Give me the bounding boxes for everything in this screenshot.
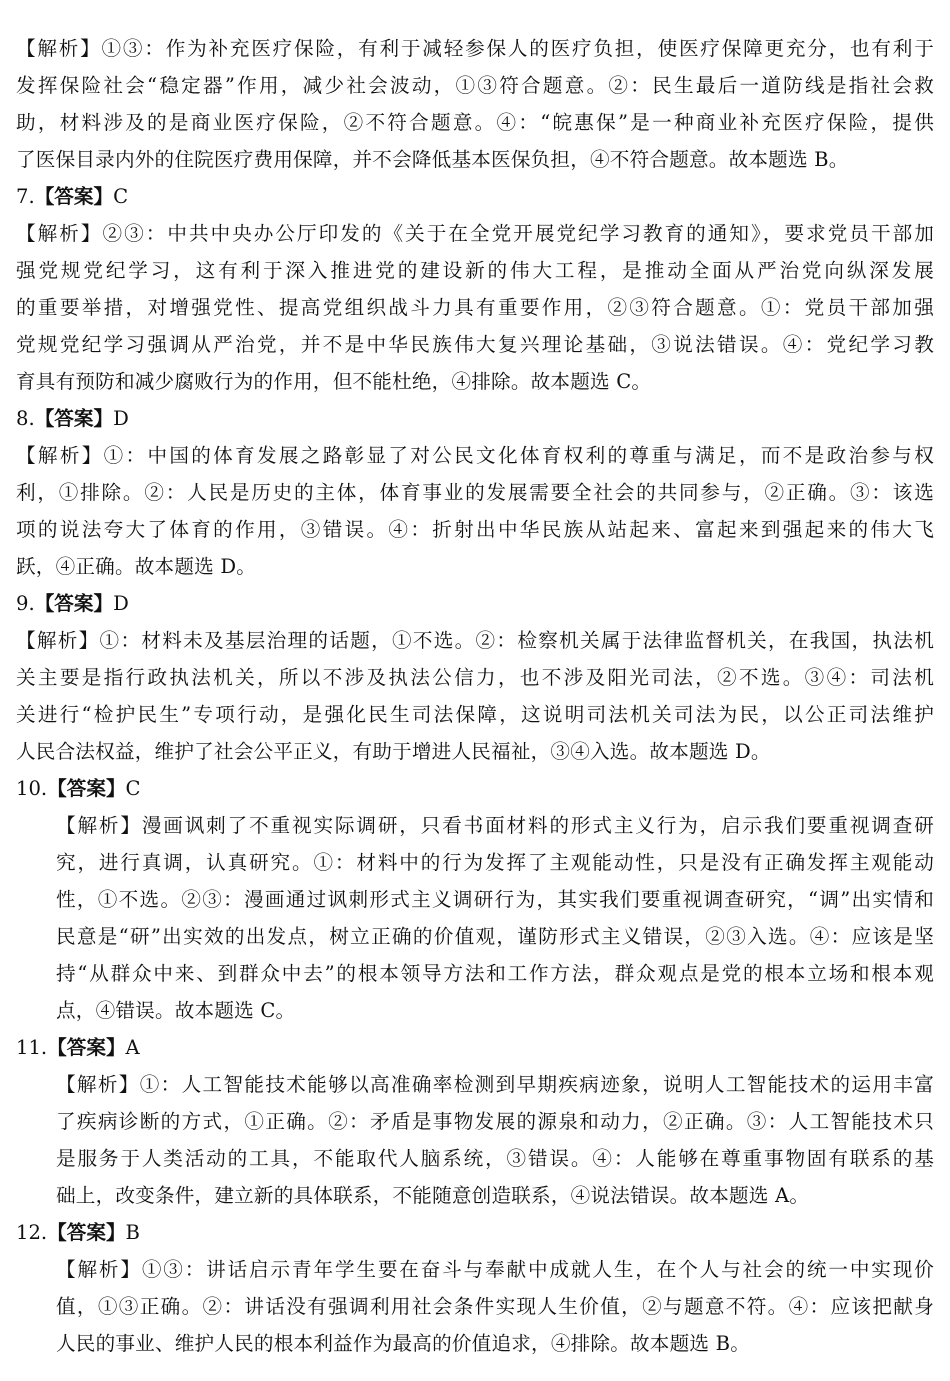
- answer-label: 【答案】: [34, 407, 114, 430]
- analysis-line: 民意是“研”出实效的出发点，树立正确的价值观，谨防形式主义错误，②③入选。④：应该是坚: [56, 925, 934, 948]
- question-number: 11.: [16, 1036, 48, 1059]
- analysis-line: 是服务于人类活动的工具，不能取代人脑系统，③错误。④：人能够在尊重事物固有联系的基: [56, 1147, 934, 1170]
- answer-label: 【答案】: [34, 185, 114, 208]
- answer-row: [16, 178, 934, 215]
- analysis-paragraph: [16, 30, 934, 178]
- analysis-line: 关进行“检护民生”专项行动，是强化民生司法保障，这说明司法机关司法为民，以公正司法维护: [16, 703, 934, 726]
- analysis-paragraph: [16, 1066, 934, 1214]
- question-number: 10.: [16, 777, 48, 800]
- answer-value: C: [125, 777, 141, 800]
- analysis-line: 助，材料涉及的是商业医疗保险，②不符合题意。④：“皖惠保”是一种商业补充医疗保险，提供: [16, 111, 934, 134]
- analysis-line: 利，①排除。②：人民是历史的主体，体育事业的发展需要全社会的共同参与，②正确。③：该选: [16, 481, 934, 504]
- answer-row: [16, 1214, 934, 1251]
- answer-label: 【答案】: [47, 1036, 126, 1059]
- analysis-line: 关主要是指行政执法机关，所以不涉及执法公信力，也不涉及阳光司法，②不选。③④：司法机: [16, 666, 934, 689]
- analysis-line: 【解析】①③：作为补充医疗保险，有利于减轻参保人的医疗负担，使医疗保障更充分，也有利于: [16, 37, 934, 60]
- answer-label: 【答案】: [34, 592, 114, 615]
- analysis-line: 性，①不选。②③：漫画通过讽刺形式主义调研行为，其实我们要重视调查研究，“调”出实情和: [56, 888, 934, 911]
- answer-row: [16, 585, 934, 622]
- analysis-line: 础上，改变条件，建立新的具体联系，不能随意创造联系，④说法错误。故本题选 A。: [56, 1184, 810, 1207]
- analysis-line: 发挥保险社会“稳定器”作用，减少社会波动，①③符合题意。②：民生最后一道防线是指社会救: [16, 74, 934, 97]
- analysis-line: 人民合法权益，维护了社会公平正义，有助于增进人民福祉，③④入选。故本题选 D。: [16, 740, 771, 763]
- analysis-line: 了疾病诊断的方式，①正确。②：矛盾是事物发展的源泉和动力，②正确。③：人工智能技术只: [56, 1110, 934, 1133]
- analysis-line: 【解析】②③：中共中央办公厅印发的《关于在全党开展党纪学习教育的通知》，要求党员干部加: [16, 222, 934, 245]
- answer-value: C: [113, 185, 129, 208]
- analysis-line: 育具有预防和减少腐败行为的作用，但不能杜绝，④排除。故本题选 C。: [16, 370, 652, 393]
- analysis-line: 持“从群众中来、到群众中去”的根本领导方法和工作方法，群众观点是党的根本立场和根本观: [56, 962, 934, 985]
- answer-label: 【答案】: [47, 1221, 126, 1244]
- question-number: 8.: [16, 407, 35, 430]
- answer-label: 【答案】: [47, 777, 126, 800]
- analysis-line: 项的说法夸大了体育的作用，③错误。④：折射出中华民族从站起来、富起来到强起来的伟大飞: [16, 518, 934, 541]
- answer-row: [16, 400, 934, 437]
- answer-value: B: [125, 1221, 140, 1244]
- analysis-line: 【解析】①：材料未及基层治理的话题，①不选。②：检察机关属于法律监督机关，在我国，执法机: [16, 629, 934, 652]
- answer-value: A: [125, 1036, 140, 1059]
- analysis-paragraph: [16, 1251, 934, 1362]
- answer-value: D: [113, 407, 129, 430]
- answer-value: D: [113, 592, 129, 615]
- analysis-line: 跃，④正确。故本题选 D。: [16, 555, 257, 578]
- analysis-line: 强党规党纪学习，这有利于深入推进党的建设新的伟大工程，是推动全面从严治党向纵深发展: [16, 259, 934, 282]
- analysis-line: 值，①③正确。②：讲话没有强调利用社会条件实现人生价值，②与题意不符。④：应该把献身: [56, 1295, 934, 1318]
- analysis-line: 【解析】①③：讲话启示青年学生要在奋斗与奉献中成就人生，在个人与社会的统一中实现价: [56, 1258, 934, 1281]
- analysis-line: 点，④错误。故本题选 C。: [56, 999, 296, 1022]
- analysis-line: 【解析】漫画讽刺了不重视实际调研，只看书面材料的形式主义行为，启示我们要重视调查研: [56, 814, 934, 837]
- analysis-paragraph: [16, 622, 934, 770]
- analysis-paragraph: [16, 215, 934, 400]
- analysis-line: 【解析】①：中国的体育发展之路彰显了对公民文化体育权利的尊重与满足，而不是政治参与权: [16, 444, 934, 467]
- question-number: 12.: [16, 1221, 48, 1244]
- answer-row: [16, 770, 934, 807]
- analysis-line: 了医保目录内外的住院医疗费用保障，并不会降低基本医保负担，④不符合题意。故本题选 B。: [16, 148, 849, 171]
- analysis-line: 的重要举措，对增强党性、提高党组织战斗力具有重要作用，②③符合题意。①：党员干部加强: [16, 296, 934, 319]
- question-number: 9.: [16, 592, 35, 615]
- answer-row: [16, 1029, 934, 1066]
- analysis-paragraph: [16, 437, 934, 585]
- analysis-line: 人民的事业、维护人民的根本利益作为最高的价值追求，④排除。故本题选 B。: [56, 1332, 751, 1355]
- analysis-line: 【解析】①：人工智能技术能够以高准确率检测到早期疾病迹象，说明人工智能技术的运用丰富: [56, 1073, 934, 1096]
- question-number: 7.: [16, 185, 35, 208]
- analysis-paragraph: [16, 807, 934, 1029]
- analysis-line: 究，进行真调，认真研究。①：材料中的行为发挥了主观能动性，只是没有正确发挥主观能动: [56, 851, 934, 874]
- analysis-line: 党规党纪学习强调从严治党，并不是中华民族伟大复兴理论基础，③说法错误。④：党纪学习教: [16, 333, 934, 356]
